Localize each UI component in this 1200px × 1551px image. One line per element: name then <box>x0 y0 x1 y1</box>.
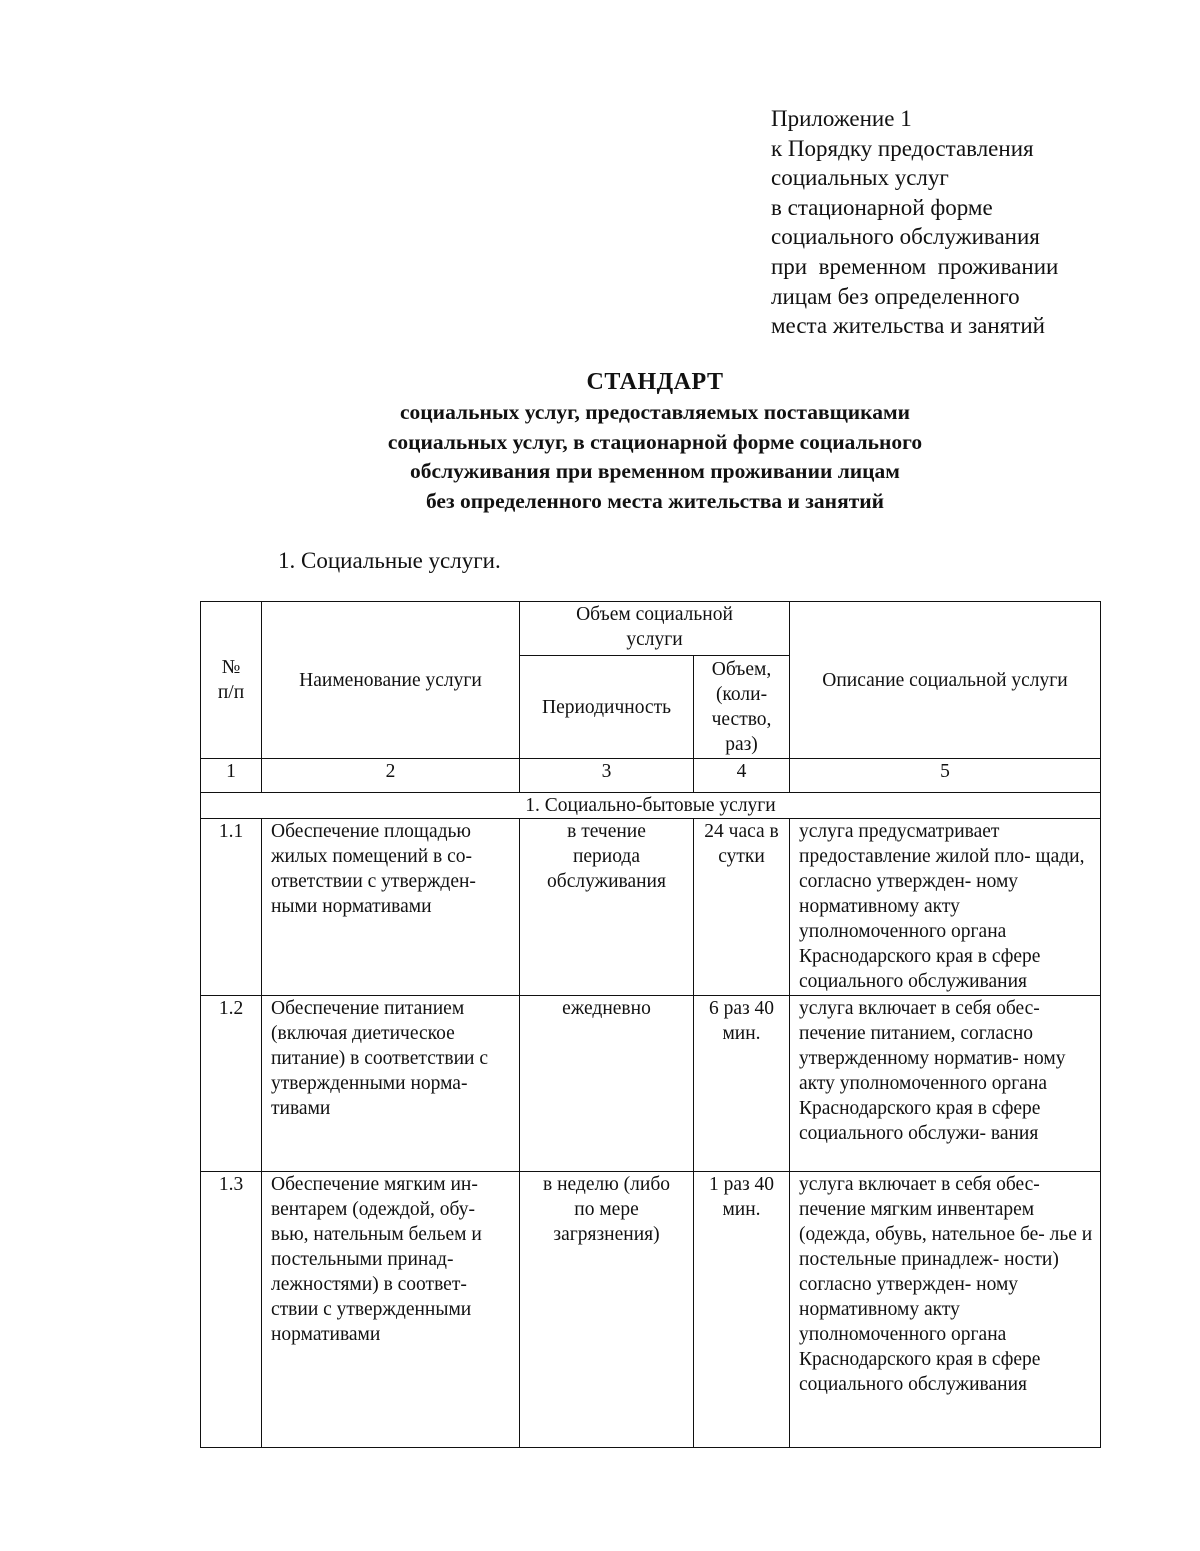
header-volume-group: Объем социальной услуги <box>520 602 790 656</box>
row-num: 1.2 <box>201 996 262 1172</box>
annex-line: социальных услуг <box>771 165 949 191</box>
services-table <box>200 601 1101 1448</box>
header-volume: Объем, (коли- чество, раз) <box>694 656 790 759</box>
header-row <box>201 602 1101 656</box>
title-main: СТАНДАРТ <box>586 369 724 395</box>
section-heading: 1. Социальные услуги. <box>278 548 501 573</box>
column-number: 4 <box>694 759 790 793</box>
annex-line: при временном проживании <box>771 253 1059 279</box>
header-description: Описание социальной услуги <box>790 602 1101 759</box>
row-volume: 1 раз 40 мин. <box>694 1172 790 1448</box>
row-num: 1.1 <box>201 819 262 996</box>
annex-reference <box>771 104 1111 341</box>
section-title-row <box>201 793 1101 819</box>
row-description: услуга предусматривает предоставление жилой пло- щади, согласно утвержден- ному нормативному акту уполномоченного органа Краснодарского края в сфере социального обслуживания <box>790 819 1101 996</box>
column-number: 2 <box>262 759 520 793</box>
column-number: 5 <box>790 759 1101 793</box>
document-title <box>200 366 1110 516</box>
column-number: 3 <box>520 759 694 793</box>
column-number-row <box>201 759 1101 793</box>
table-row <box>201 1172 1101 1448</box>
row-periodicity: ежедневно <box>520 996 694 1172</box>
header-periodicity: Периодичность <box>520 656 694 759</box>
title-line: социальных услуг, предоставляемых поставщиками <box>400 400 910 424</box>
annex-line: Приложение 1 <box>771 106 912 131</box>
header-name: Наименование услуги <box>262 602 520 759</box>
row-description: услуга включает в себя обес- печение питанием, согласно утвержденному норматив- ному акту уполномоченного органа Краснодарского края в сфере социального обслужи- вания <box>790 996 1101 1172</box>
annex-line: к Порядку предоставления <box>771 135 1034 161</box>
annex-line: социального обслуживания <box>771 224 1040 250</box>
row-volume: 24 часа в сутки <box>694 819 790 996</box>
annex-line: места жительства и занятий <box>771 313 1045 339</box>
title-line: без определенного места жительства и занятий <box>425 488 885 513</box>
row-volume: 6 раз 40 мин. <box>694 996 790 1172</box>
row-periodicity: в течение периода обслуживания <box>520 819 694 996</box>
section-title: 1. Социально-бытовые услуги <box>201 793 1101 819</box>
title-line: социальных услуг, в стационарной форме социального <box>387 429 923 454</box>
row-name: Обеспечение питанием (включая диетическое питание) в соответствии с утвержденными норма- тивами <box>262 996 520 1172</box>
table-row <box>201 819 1101 996</box>
row-periodicity: в неделю (либо по мере загрязнения) <box>520 1172 694 1448</box>
row-description: услуга включает в себя обес- печение мягким инвентарем (одежда, обувь, нательное бе- лье и постельные принадлеж- ности) согласно утвержден- ному нормативному акту уполномоченного органа Краснодарского края в сфере социального обслуживания <box>790 1172 1101 1448</box>
table-row <box>201 996 1101 1172</box>
row-name: Обеспечение площадью жилых помещений в со- ответствии с утвержден- ными нормативами <box>262 819 520 996</box>
row-name: Обеспечение мягким ин- вентарем (одеждой, обу- вью, нательным бельем и постельными принад- лежностями) в соответ- ствии с утвержденными нормативами <box>262 1172 520 1448</box>
title-line: обслуживания при временном проживании лицам <box>410 459 900 483</box>
header-num: № п/п <box>201 602 262 759</box>
row-num: 1.3 <box>201 1172 262 1448</box>
column-number: 1 <box>201 759 262 793</box>
annex-line: в стационарной форме <box>771 194 993 220</box>
annex-line: лицам без определенного <box>771 283 1020 309</box>
